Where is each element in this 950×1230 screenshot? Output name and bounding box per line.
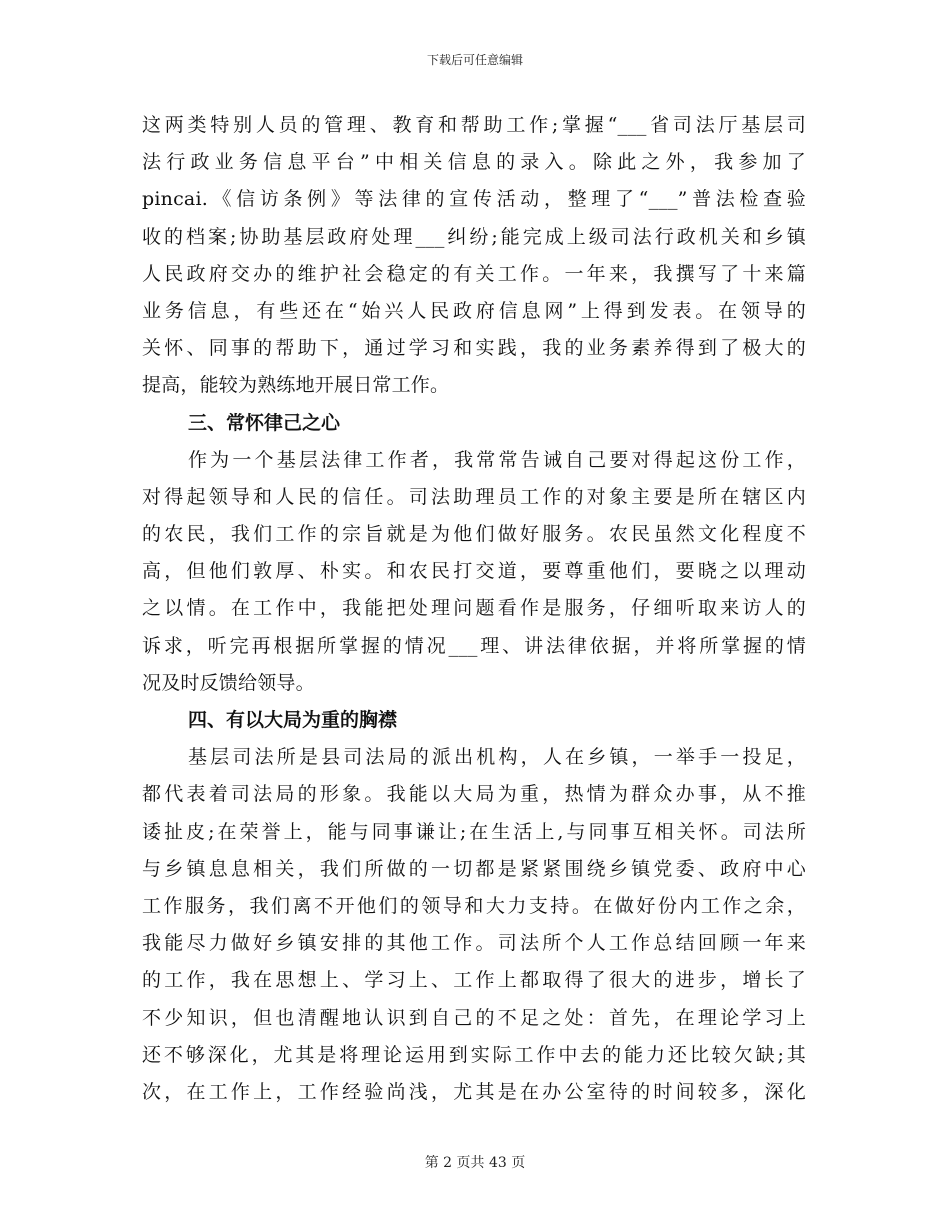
section-heading-3: 三、常怀律己之心: [188, 411, 341, 434]
text-line: 都代表着司法局的形象。我能以大局为重，热情为群众办事，从不推: [142, 783, 806, 806]
text-line: 提高，能较为熟练地开展日常工作。: [142, 374, 450, 397]
text-line: 诿扯皮;在荣誉上，能与同事谦让;在生活上,与同事互相关怀。司法所: [142, 820, 806, 843]
text-line: 的工作，我在思想上、学习上、工作上都取得了很大的进步，增长了: [142, 969, 806, 992]
text-line: 法行政业务信息平台”中相关信息的录入。除此之外，我参加了: [142, 151, 806, 174]
text-line: 与乡镇息息相关，我们所做的一切都是紧紧围绕乡镇党委、政府中心: [142, 857, 806, 880]
paragraph-3: [142, 739, 806, 1111]
text-line: 还不够深化，尤其是将理论运用到实际工作中去的能力还比较欠缺;其: [142, 1043, 806, 1066]
text-line: 业务信息，有些还在“始兴人民政府信息网”上得到发表。在领导的: [142, 299, 806, 322]
paragraph-2: [142, 442, 806, 702]
text-line: 对得起领导和人民的信任。司法助理员工作的对象主要是所在辖区内: [142, 485, 806, 508]
page-header: 下载后可任意编辑: [426, 53, 523, 67]
text-line: 收的档案;协助基层政府处理___纠纷;能完成上级司法行政机关和乡镇: [142, 225, 806, 248]
text-line: 这两类特别人员的管理、教育和帮助工作;掌握“___省司法厅基层司: [142, 114, 806, 136]
text-line: 不少知识，但也清醒地认识到自己的不足之处：首先，在理论学习上: [142, 1006, 806, 1029]
section-heading-4: 四、有以大局为重的胸襟: [188, 709, 398, 731]
text-line: 次，在工作上，工作经验尚浅，尤其是在办公室待的时间较多，深化: [142, 1080, 806, 1103]
text-line: 之以情。在工作中，我能把处理问题看作是服务，仔细听取来访人的: [142, 597, 806, 620]
text-line: 况及时反馈给领导。: [142, 671, 315, 694]
document-body: [142, 107, 806, 1111]
text-line: 高，但他们敦厚、朴实。和农民打交道，要尊重他们，要晓之以理动: [142, 560, 806, 583]
page-footer: 第 2 页共 43 页: [424, 1155, 526, 1171]
text-line: 人民政府交办的维护社会稳定的有关工作。一年来，我撰写了十来篇: [142, 262, 806, 285]
text-line: 我能尽力做好乡镇安排的其他工作。司法所个人工作总结回顾一年来: [142, 932, 806, 955]
text-line: 诉求，听完再根据所掌握的情况___理、讲法律依据，并将所掌握的情: [142, 634, 806, 657]
paragraph-1: [142, 107, 806, 405]
text-line: 作为一个基层法律工作者，我常常告诫自己要对得起这份工作，: [188, 448, 806, 471]
text-line: 工作服务，我们离不开他们的领导和大力支持。在做好份内工作之余，: [142, 894, 806, 917]
text-line: 的农民，我们工作的宗旨就是为他们做好服务。农民虽然文化程度不: [142, 523, 806, 546]
text-line: pincai.《信访条例》等法律的宣传活动，整理了“___”普法检查验: [142, 188, 806, 211]
text-line: 基层司法所是县司法局的派出机构，人在乡镇，一举手一投足，: [188, 746, 806, 769]
text-line: 关怀、同事的帮助下，通过学习和实践，我的业务素养得到了极大的: [142, 337, 806, 360]
